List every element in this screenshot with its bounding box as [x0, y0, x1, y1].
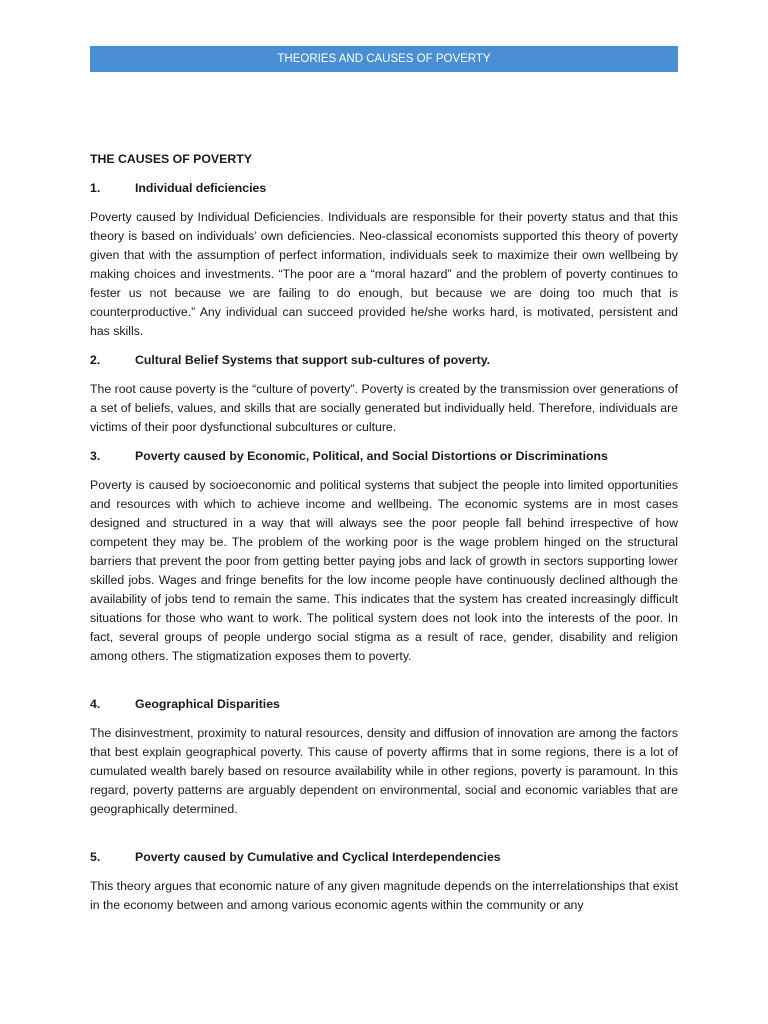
section-title: [90, 179, 678, 198]
section-title: [90, 447, 678, 466]
title-banner: THEORIES AND CAUSES OF POVERTY: [90, 46, 678, 72]
document-body: [90, 150, 678, 925]
section-number: 4.: [90, 697, 101, 711]
section-paragraph: Poverty caused by Individual Deficiencies. Individuals are responsible for their poverty status and that this theory is based on individuals’ own deficiencies. Neo-classical economists supported this theory of poverty given that with the assumption of perfect information, individuals seek to maximize their own wellbeing by making choices and investments. “The poor are a “moral hazard” and the problem of poverty continues to fester us not because we are failing to do enough, but because we are doing too much that is counterproductive.” Any individual can succeed provided he/she works hard, is motivated, persistent and has skills.: [90, 210, 678, 338]
section-3: [90, 447, 678, 666]
section-2: [90, 351, 678, 437]
spacer: [90, 829, 678, 848]
section-title-text: Poverty caused by Economic, Political, and Social Distortions or Discriminations: [135, 449, 608, 463]
section-title: [90, 351, 678, 370]
spacer: [90, 676, 678, 695]
section-title-text: Cultural Belief Systems that support sub-cultures of poverty.: [135, 353, 491, 367]
section-title: [90, 848, 678, 867]
section-number: 1.: [90, 181, 101, 195]
section-heading: THE CAUSES OF POVERTY: [90, 152, 252, 166]
section-title-text: Individual deficiencies: [135, 181, 267, 195]
section-5: [90, 848, 678, 915]
section-title-text: Poverty caused by Cumulative and Cyclical Interdependencies: [135, 850, 501, 864]
section-paragraph: The disinvestment, proximity to natural resources, density and diffusion of innovation are among the factors that best explain geographical poverty. This cause of poverty affirms that in some regions, there is a lot of cumulated wealth barely based on resource availability while in other regions, poverty is paramount. In this regard, poverty patterns are arguably dependent on environmental, social and economic variables that are geographically determined.: [90, 726, 678, 816]
section-number: 5.: [90, 850, 101, 864]
section-1: [90, 179, 678, 341]
section-title: [90, 695, 678, 714]
section-4: [90, 695, 678, 819]
section-paragraph: Poverty is caused by socioeconomic and political systems that subject the people into limited opportunities and resources with which to achieve income and wellbeing. The economic systems are in most cases designed and structured in a way that will always see the poor people fall behind irrespective of how competent they may be. The problem of the working poor is the wage problem hinged on the structural barriers that prevent the poor from getting better paying jobs and lack of growth in sectors supporting lower skilled jobs. Wages and fringe benefits for the low income people have continuously declined although the availability of jobs tend to remain the same. This indicates that the system has created increasingly difficult situations for those who want to work. The political system does not look into the interests of the poor. In fact, several groups of people undergo social stigma as a result of race, gender, disability and religion among others. The stigmatization exposes them to poverty.: [90, 478, 678, 663]
section-paragraph: The root cause poverty is the “culture of poverty”. Poverty is created by the transmission over generations of a set of beliefs, values, and skills that are socially generated but individually held. Therefore, individuals are victims of their poor dysfunctional subcultures or culture.: [90, 382, 678, 434]
section-number: 3.: [90, 449, 101, 463]
section-paragraph: This theory argues that economic nature of any given magnitude depends on the interrelationships that exist in the economy between and among various economic agents within the community or any: [90, 879, 678, 912]
section-number: 2.: [90, 353, 101, 367]
section-title-text: Geographical Disparities: [135, 697, 280, 711]
